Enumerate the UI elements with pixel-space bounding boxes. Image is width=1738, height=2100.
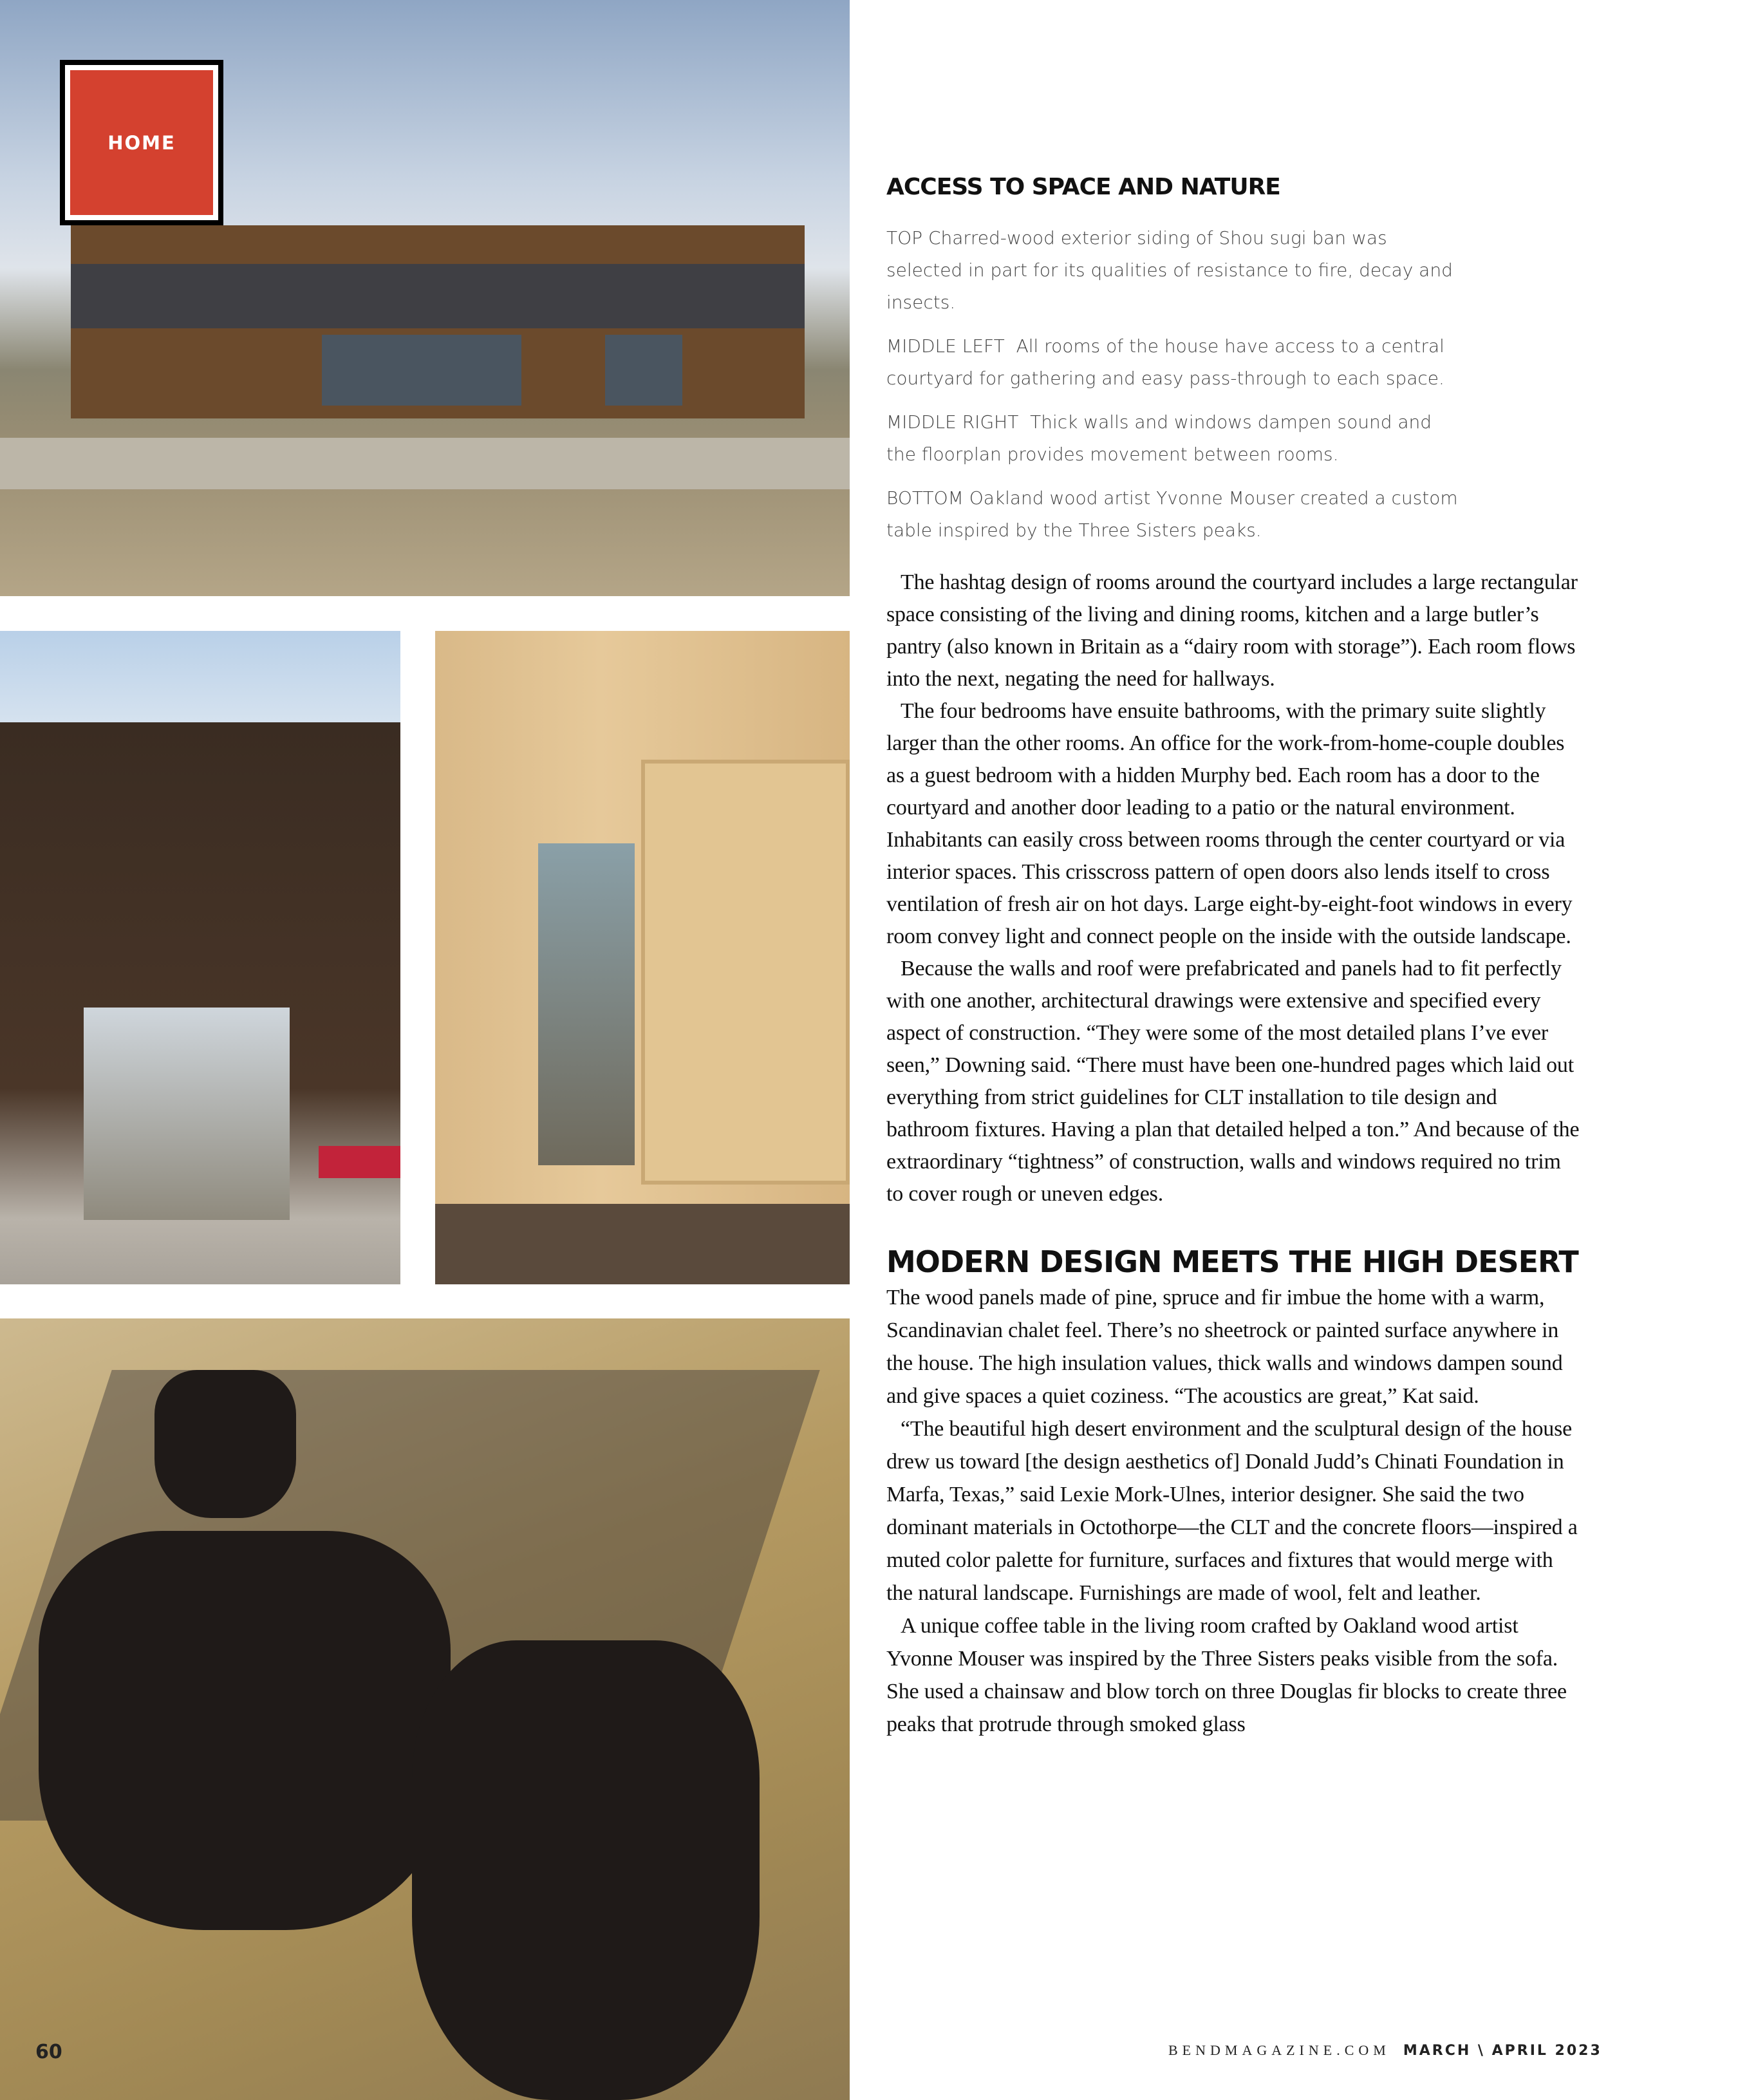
section-heading: MODERN DESIGN MEETS THE HIGH DESERT (886, 1244, 1578, 1279)
page-number: 60 (35, 2041, 62, 2063)
article-body-2 (886, 1281, 1582, 1741)
caption-bottom (886, 482, 1466, 547)
section-badge (60, 60, 223, 225)
wood-peak (154, 1370, 296, 1518)
caption-position: BOTTOM (886, 487, 964, 509)
article-body-1 (886, 567, 1582, 1210)
house-roof (71, 264, 805, 328)
caption-text: Thick walls and windows dampen sound and the floorplan provides movement between rooms. (886, 411, 1432, 465)
page-footer (1168, 2042, 1602, 2059)
house-window (605, 335, 682, 406)
concrete-wall (0, 438, 850, 489)
photo-courtyard (0, 631, 400, 1284)
caption-text: Oakland wood artist Yvonne Mouser created a custom table inspired by the Three Sisters peaks. (886, 487, 1458, 541)
sidebar-heading: ACCESS TO SPACE AND NATURE (886, 174, 1280, 200)
footer-site: BENDMAGAZINE.COM (1168, 2042, 1390, 2058)
footer-issue: MARCH \ APRIL 2023 (1403, 2043, 1602, 2059)
caption-middle-left (886, 330, 1466, 395)
red-chair (319, 1146, 400, 1178)
paragraph: Because the walls and roof were prefabricated and panels had to fit perfectly with one another, architectural drawings were extensive and specified every aspect of construction. “They were some of the most detailed plans I’ve ever seen,” Downing said. “There must have been one-hundred pages which laid out everything from strict guidelines for CLT installation to tile design and bathroom fixtures. Having a plan that detailed helped a ton.” And because of the extraordinary “tightness” of construction, walls and windows required no trim to cover rough or uneven edges. (886, 957, 1580, 1206)
photo-interior-shelving (435, 631, 850, 1284)
caption-position: MIDDLE LEFT (886, 335, 1005, 357)
caption-position: TOP (886, 227, 923, 248)
caption-text: Charred-wood exterior siding of Shou sugi ban was selected in part for its qualities of resistance to fire, decay and insects. (886, 227, 1453, 313)
caption-text: All rooms of the house have access to a central courtyard for gathering and easy pass-through to each space. (886, 335, 1444, 389)
courtyard-window (84, 1008, 290, 1220)
photo-coffee-table (0, 1318, 850, 2100)
paragraph: The wood panels made of pine, spruce and fir imbue the home with a warm, Scandinavian chalet feel. There’s no sheetrock or painted surface anywhere in the house. The high insulation values, thick walls and windows dampen sound and give spaces a quiet coziness. “The acoustics are great,” Kat said. (886, 1286, 1563, 1408)
caption-position: MIDDLE RIGHT (886, 411, 1019, 433)
wood-peak (39, 1531, 451, 1930)
caption-top (886, 222, 1466, 319)
paragraph: The hashtag design of rooms around the courtyard includes a large rectangular space consisting of the living and dining rooms, kitchen and a large butler’s pantry (also known in Britain as a “dairy room with storage”). Each room flows into the next, negating the need for hallways. (886, 570, 1578, 691)
wood-peak (412, 1640, 760, 2100)
photo-captions (886, 222, 1582, 558)
section-badge-label: HOME (70, 70, 213, 215)
concrete-floor (435, 1204, 850, 1284)
paragraph: The four bedrooms have ensuite bathrooms, with the primary suite slightly larger than the other rooms. An office for the work-from-home-couple doubles as a guest bedroom with a hidden Murphy bed. Each room has a door to the courtyard and another door leading to a patio or the natural environment. Inhabitants can easily cross between rooms through the center courtyard or via interior spaces. This crisscross pattern of open doors also lends itself to cross ventilation of fresh air on hot days. Large eight-by-eight-foot windows in every room convey light and connect people on the inside with the outside landscape. (886, 699, 1573, 948)
house-window (322, 335, 521, 406)
paragraph: “The beautiful high desert environment and the sculptural design of the house drew us toward [the design aesthetics of] Donald Judd’s Chinati Foundation in Marfa, Texas,” said Lexie Mork-Ulnes, interior designer. She said the two dominant materials in Octothorpe—the CLT and the concrete floors—inspired a muted color palette for furniture, surfaces and fixtures that would merge with the natural landscape. Furnishings are made of wool, felt and leather. (886, 1417, 1578, 1605)
bookshelf (641, 760, 850, 1185)
interior-doorway (538, 843, 635, 1165)
paragraph: A unique coffee table in the living room crafted by Oakland wood artist Yvonne Mouser was inspired by the Three Sisters peaks visible from the sofa. She used a chainsaw and blow torch on three Douglas fir blocks to create three peaks that protrude through smoked glass (886, 1614, 1567, 1736)
caption-middle-right (886, 406, 1466, 471)
article-column (886, 567, 1582, 1741)
